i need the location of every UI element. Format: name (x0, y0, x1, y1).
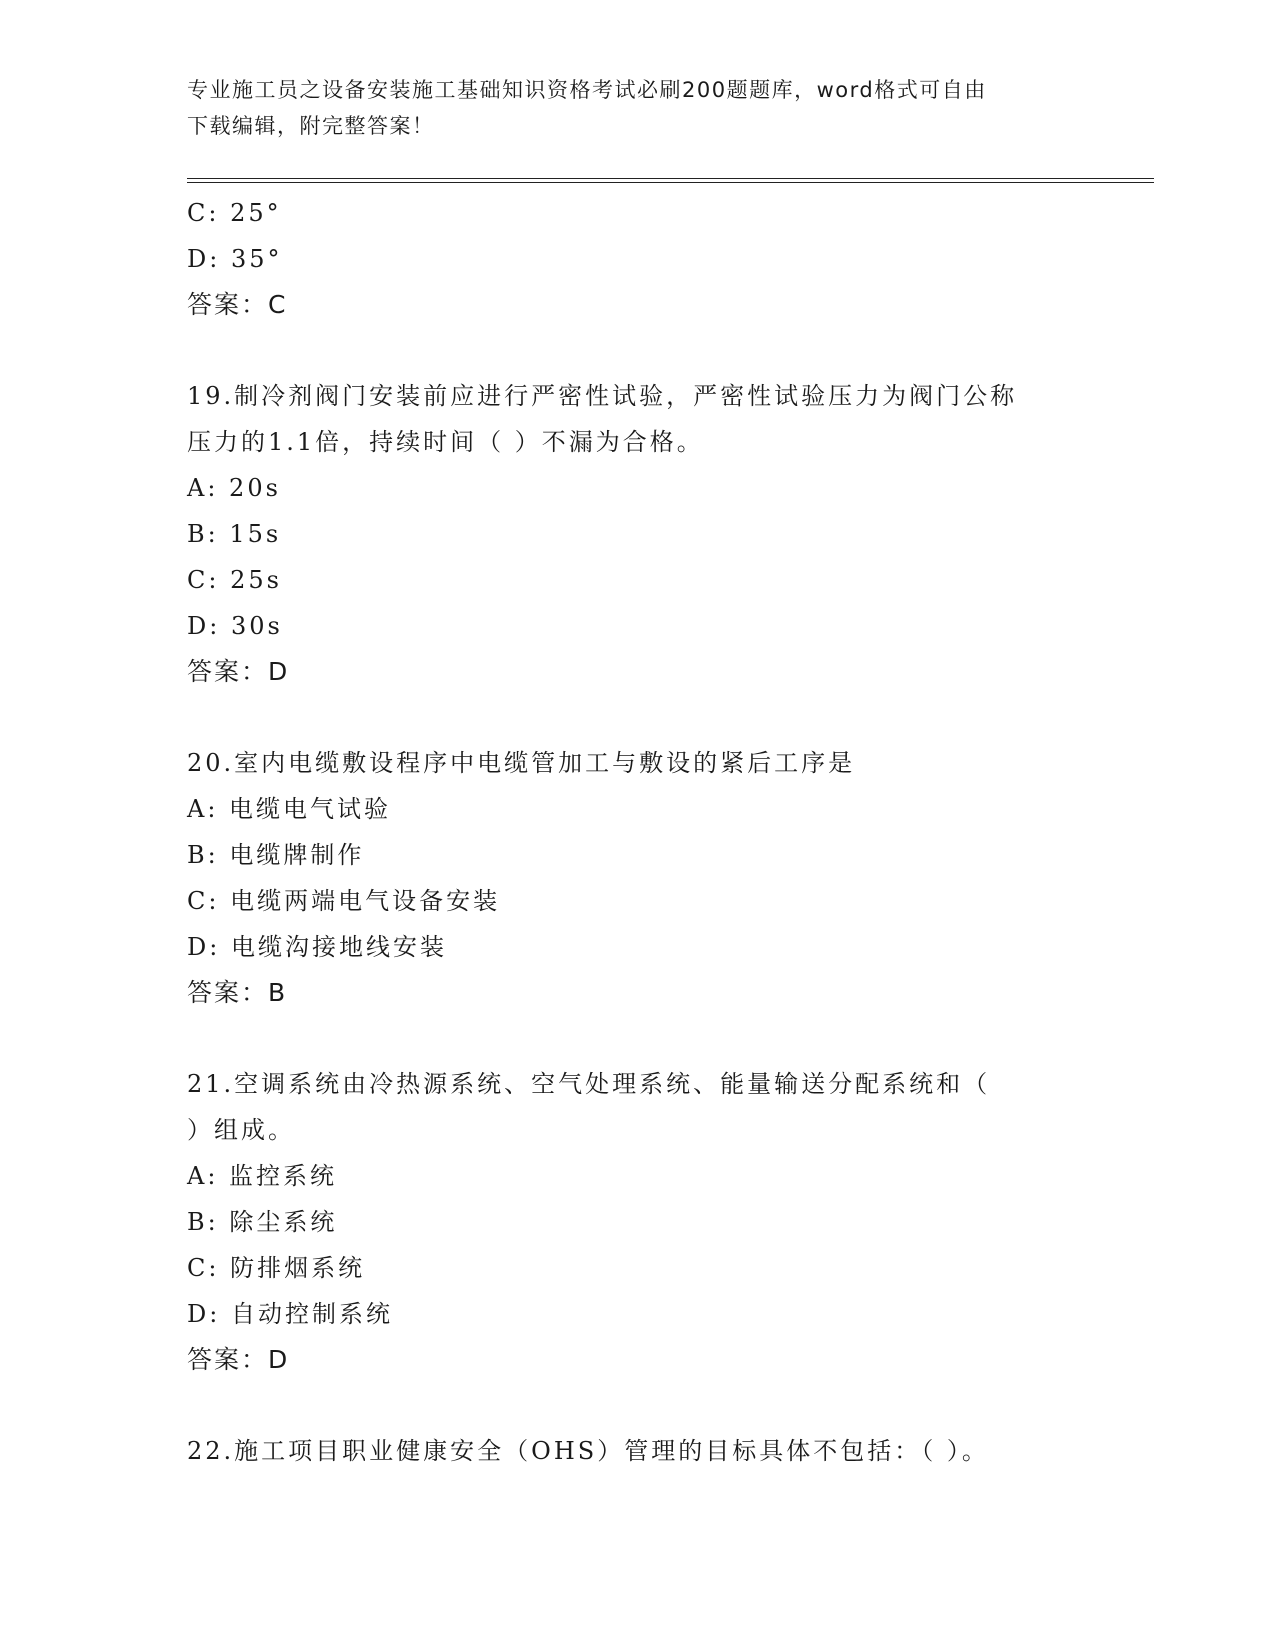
option-a: A: 20s (187, 474, 281, 502)
option-b: B: 电缆牌制作 (187, 841, 365, 869)
header-divider (187, 178, 1154, 183)
question-spacer (187, 1383, 1087, 1428)
question-stem-continued: 压力的1.1倍，持续时间（ ）不漏为合格。 (187, 428, 704, 456)
option-d: D: 电缆沟接地线安装 (187, 933, 447, 961)
header-title-line1: 专业施工员之设备安装施工基础知识资格考试必刷200题题库，word格式可自由 (187, 78, 987, 102)
question-19 (187, 373, 1087, 695)
question-18 (187, 190, 1087, 328)
question-22 (187, 1428, 1087, 1474)
option-d: D: 35° (187, 245, 283, 273)
option-d: D: 30s (187, 612, 283, 640)
question-stem-continued: ）组成。 (187, 1116, 295, 1144)
answer-line: 答案：D (187, 1345, 290, 1374)
option-a: A: 电缆电气试验 (187, 795, 392, 823)
header-title-line2: 下载编辑，附完整答案！ (187, 114, 435, 138)
question-spacer (187, 328, 1087, 373)
answer-line: 答案：B (187, 978, 288, 1007)
question-20 (187, 740, 1087, 1016)
page-header (187, 72, 1087, 144)
answer-line: 答案：D (187, 657, 290, 686)
question-21 (187, 1061, 1087, 1383)
option-a: A: 监控系统 (187, 1162, 338, 1190)
option-c: C: 25s (187, 566, 282, 594)
question-spacer (187, 695, 1087, 740)
option-c: C: 防排烟系统 (187, 1254, 366, 1282)
question-stem: 21.空调系统由冷热源系统、空气处理系统、能量输送分配系统和（ (187, 1070, 991, 1098)
question-stem: 20.室内电缆敷设程序中电缆管加工与敷设的紧后工序是 (187, 749, 856, 777)
answer-line: 答案：C (187, 290, 288, 319)
option-c: C: 电缆两端电气设备安装 (187, 887, 501, 915)
option-c: C: 25° (187, 199, 282, 227)
option-b: B: 除尘系统 (187, 1208, 338, 1236)
question-content (187, 190, 1087, 1474)
question-stem: 22.施工项目职业健康安全（OHS）管理的目标具体不包括：（ ）。 (187, 1437, 989, 1465)
question-spacer (187, 1016, 1087, 1061)
option-d: D: 自动控制系统 (187, 1300, 393, 1328)
question-stem: 19.制冷剂阀门安装前应进行严密性试验，严密性试验压力为阀门公称 (187, 382, 1018, 410)
option-b: B: 15s (187, 520, 282, 548)
